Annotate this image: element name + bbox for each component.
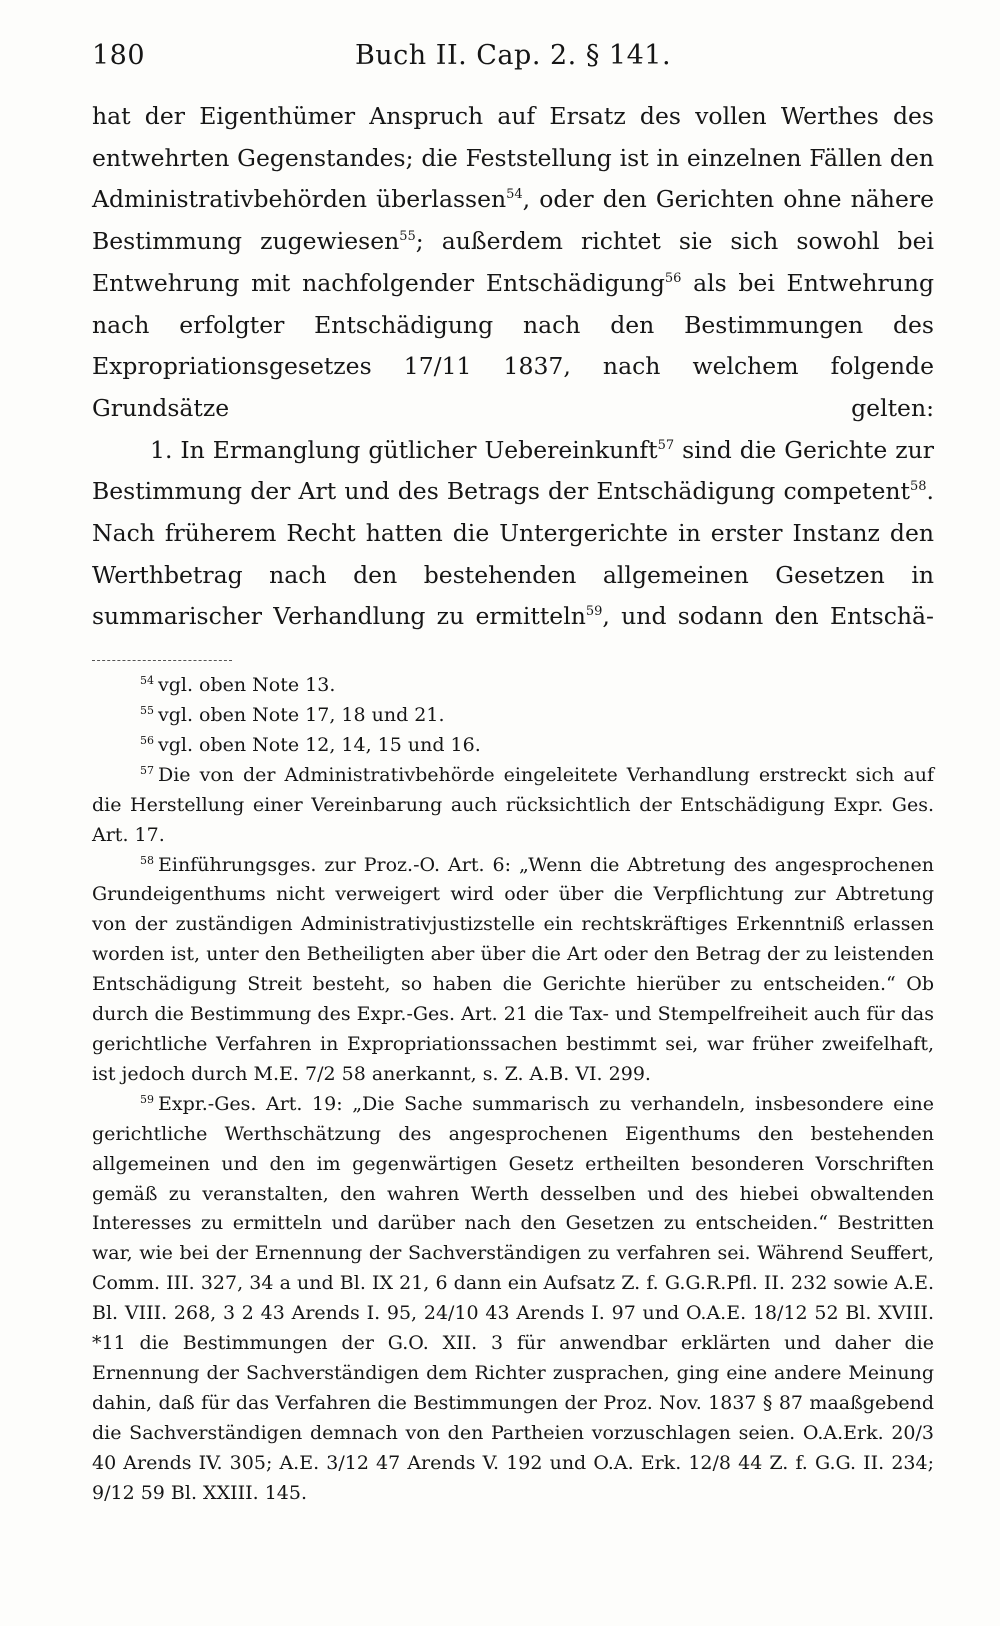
footnote-58: $^{58}$ Einführungsges. zur Proz.-O. Art. 6: „Wenn die Abtretung des angesprochenen Grundeigenthums nicht verweigert wird oder über die Verpflichtung zur Abtretung von der zuständigen Administrativjustizstelle ein rechtskräftiges Erkenntniß erlassen worden ist, unter den Betheiligten aber über die Art oder den Betrag der zu leistenden Entschädigung Streit besteht, so haben die Gerichte hierüber zu entscheiden.“ Ob durch die Bestimmung des Expr.-Ges. Art. 21 die Tax- und Stempelfreiheit auch für das gerichtliche Verfahren in Expropriationssachen bestimmt sei, war früher zweifelhaft, ist jedoch durch M.E. 7/2 58 anerkannt, s. Z. A.B. VI. 299. — [92, 853, 934, 1085]
footnote-55: $^{55}$ vgl. oben Note 17, 18 und 21. — [140, 704, 445, 727]
main-text — [92, 96, 934, 638]
footnote-mark: 57 — [140, 763, 154, 777]
footnote-ref-55[interactable]: 55 — [399, 229, 416, 245]
footnote-mark: 59 — [140, 1092, 154, 1106]
footnote-ref-59[interactable]: 59 — [585, 604, 603, 620]
footnote-ref-54[interactable]: 54 — [506, 187, 523, 203]
running-head — [92, 40, 934, 90]
paragraph-2: 1. In Ermanglung gütlicher Uebereinkunft$^{57}$ sind die Gerichte zur Bestimmung der Art und des Betrags der Entschädigung competent$^{58}$. Nach früherem Recht hatten die Untergerichte in erster Instanz den Werthbetrag nach den bestehenden allgemeinen Gesetzen in summarischer Verhandlung zu ermitteln$^{59}$, und sodann den Entschä- — [92, 435, 934, 631]
footnote-54: $^{54}$ vgl. oben Note 13. — [140, 674, 336, 697]
footnote-ref-58[interactable]: 58 — [909, 479, 927, 495]
footnote-ref-56[interactable]: 56 — [664, 270, 682, 286]
footnote-mark: 55 — [140, 704, 154, 718]
footnote-mark: 58 — [140, 853, 154, 867]
page-number: 180 — [92, 40, 146, 71]
footnote-divider — [92, 660, 232, 661]
paragraph-1: hat der Eigenthümer Anspruch auf Ersatz des vollen Werthes des entwehrten Gegenstandes; die Feststellung ist in einzelnen Fällen den Administrativbehörden überlassen$^{54}$, oder den Gerichten ohne nähere Bestimmung zugewiesen$^{55}$; außerdem richtet sie sich sowohl bei Entwehrung mit nachfolgender Entschädigung$^{56}$ als bei Entwehrung nach erfolgter Entschädigung nach den Bestimmungen des Expropriationsgesetzes 17/11 1837, nach welchem folgende Grundsätze gelten: — [92, 102, 934, 422]
footnote-57: $^{57}$ Die von der Administrativbehörde eingeleitete Verhandlung erstreckt sich auf die Herstellung einer Vereinbarung auch rücksichtlich der Entschädigung Expr. Ges. Art. 17. — [92, 763, 934, 846]
running-title: Buch II. Cap. 2. § 141. — [354, 40, 672, 71]
footnote-ref-57[interactable]: 57 — [657, 437, 675, 453]
footnote-mark: 56 — [140, 733, 154, 747]
footnote-56: $^{56}$ vgl. oben Note 12, 14, 15 und 16. — [140, 733, 481, 756]
footnotes — [92, 671, 934, 1508]
footnote-mark: 54 — [140, 674, 154, 688]
footnote-59: $^{59}$ Expr.-Ges. Art. 19: „Die Sache summarisch zu verhandeln, insbesondere eine gerichtliche Werthschätzung des angesprochenen Eigenthums den bestehenden allgemeinen und den im gegenwärtigen Gesetz ertheilten besonderen Vorschriften gemäß zu veranstalten, den wahren Werth desselben und des hiebei obwaltenden Interesses zu ermitteln und darüber nach den Gesetzen zu entscheiden.“ Bestritten war, wie bei der Ernennung der Sachverständigen zu verfahren sei. Während Seuffert, Comm. III. 327, 34 a und Bl. IX 21, 6 dann ein Aufsatz Z. f. G.G.R.Pfl. II. 232 sowie A.E. Bl. VIII. 268, 3 2 43 Arends I. 95, 24/10 43 Arends I. 97 und O.A.E. 18/12 52 Bl. XVIII. *11 die Bestimmungen der G.O. XII. 3 für anwendbar erklärten und daher die Ernennung der Sachverständigen dem Richter zusprachen, ging eine andere Meinung dahin, daß für das Verfahren die Bestimmungen der Proz. Nov. 1837 § 87 maaßgebend die Sachverständigen demnach von den Partheien vorzuschlagen seien. O.A.Erk. 20/3 40 Arends IV. 305; A.E. 3/12 47 Arends V. 192 und O.A. Erk. 12/8 44 Z. f. G.G. II. 234; 9/12 59 Bl. XXIII. 145. — [92, 1092, 934, 1504]
